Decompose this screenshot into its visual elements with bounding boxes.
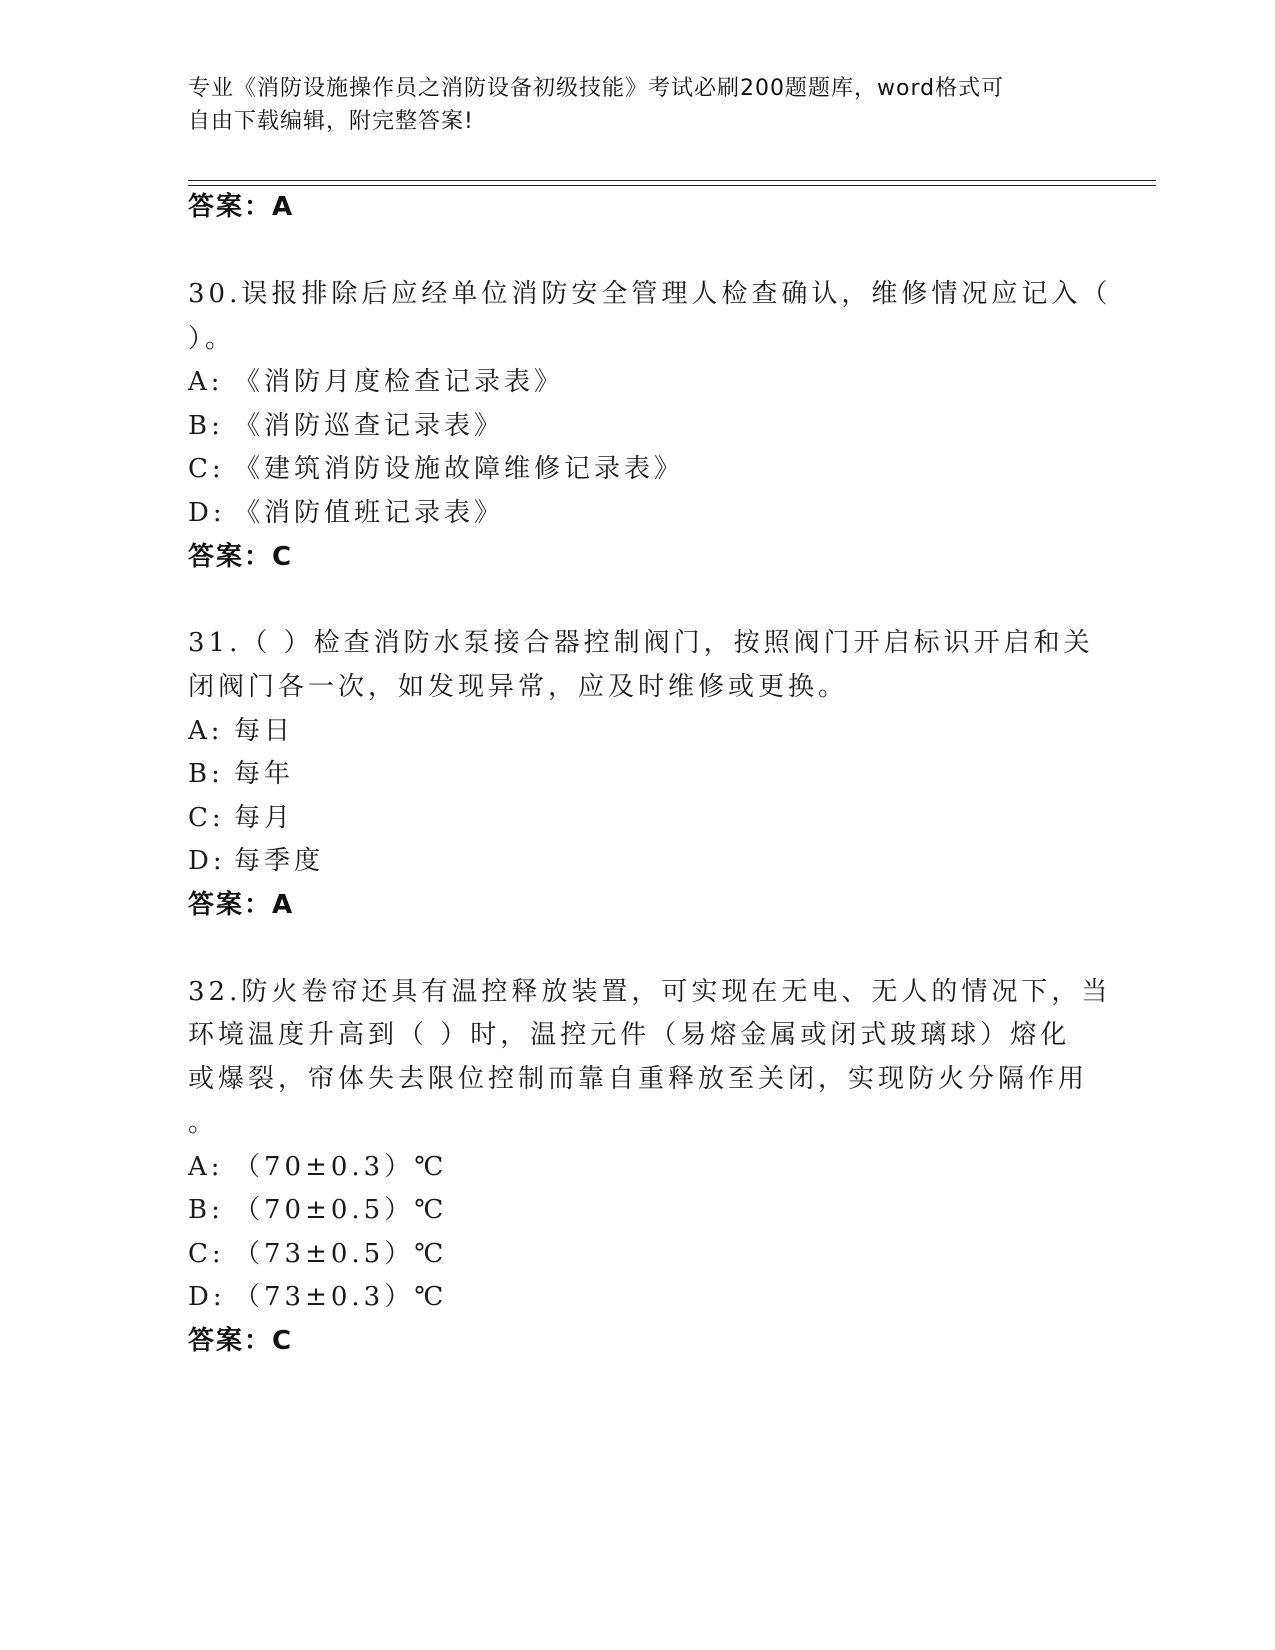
question-31-option-a: [188, 710, 294, 747]
question-32-option-c: [188, 1233, 447, 1270]
option-text: 每日: [234, 716, 295, 746]
option-text: 每月: [234, 803, 295, 833]
question-31-stem-line-1: 31.（ ）检查消防水泵接合器控制阀门，按照阀门开启标识开启和关: [188, 628, 1094, 658]
header-divider-bottom: [188, 185, 1156, 186]
option-key: D:: [188, 1282, 226, 1312]
header-line-2: 自由下载编辑，附完整答案!: [188, 109, 474, 134]
option-text: 每季度: [234, 846, 325, 876]
question-30-answer: 答案：C: [188, 542, 294, 572]
question-32-stem-line-1: 32.防火卷帘还具有温控释放装置，可实现在无电、无人的情况下，当: [188, 977, 1112, 1007]
document-header: [188, 72, 1068, 138]
option-key: B:: [188, 411, 224, 441]
option-text: （70±0.5）℃: [234, 1195, 448, 1225]
question-32-answer: 答案：C: [188, 1326, 294, 1356]
question-31-option-b: [188, 753, 294, 790]
question-30-stem-line-2: ）。: [188, 324, 236, 354]
option-key: D:: [188, 498, 226, 528]
question-32-option-a: [188, 1146, 447, 1183]
option-key: B:: [188, 1195, 224, 1225]
option-key: B:: [188, 759, 224, 789]
question-31-answer: 答案：A: [188, 890, 295, 920]
answer-prev: 答案：A: [188, 192, 295, 222]
option-text: 每年: [234, 759, 295, 789]
question-32-stem-line-2: 环境温度升高到（ ）时，温控元件（易熔金属或闭式玻璃球）熔化: [188, 1020, 1071, 1050]
header-line-1: 专业《消防设施操作员之消防设备初级技能》考试必刷200题题库，word格式可: [188, 76, 1005, 101]
option-text: 《消防值班记录表》: [234, 498, 505, 528]
option-text: 《消防月度检查记录表》: [234, 367, 565, 397]
question-32-option-b: [188, 1189, 447, 1226]
option-text: 《消防巡查记录表》: [234, 411, 505, 441]
option-key: C:: [188, 454, 225, 484]
question-30-option-b: [188, 405, 504, 442]
option-text: （73±0.3）℃: [234, 1282, 448, 1312]
option-key: A:: [188, 367, 224, 397]
question-30-option-c: [188, 448, 684, 485]
option-key: C:: [188, 803, 225, 833]
header-divider-top: [188, 180, 1156, 181]
question-30-option-a: [188, 361, 564, 398]
question-32-stem-line-3: 或爆裂，帘体失去限位控制而靠自重释放至关闭，实现防火分隔作用: [188, 1064, 1089, 1094]
option-key: D:: [188, 846, 226, 876]
question-31-option-c: [188, 797, 294, 834]
option-key: A:: [188, 1152, 224, 1182]
question-30-option-d: [188, 492, 504, 529]
question-32-stem-line-4: 。: [188, 1108, 219, 1138]
question-30-stem-line-1: 30.误报排除后应经单位消防安全管理人检查确认，维修情况应记入（: [188, 279, 1112, 309]
option-text: 《建筑消防设施故障维修记录表》: [234, 454, 685, 484]
option-key: C:: [188, 1239, 225, 1269]
question-31-option-d: [188, 840, 324, 877]
option-key: A:: [188, 716, 224, 746]
option-text: （70±0.3）℃: [234, 1152, 448, 1182]
question-32-option-d: [188, 1276, 447, 1313]
question-31-stem-line-2: 闭阀门各一次，如发现异常，应及时维修或更换。: [188, 672, 849, 702]
option-text: （73±0.5）℃: [234, 1239, 448, 1269]
